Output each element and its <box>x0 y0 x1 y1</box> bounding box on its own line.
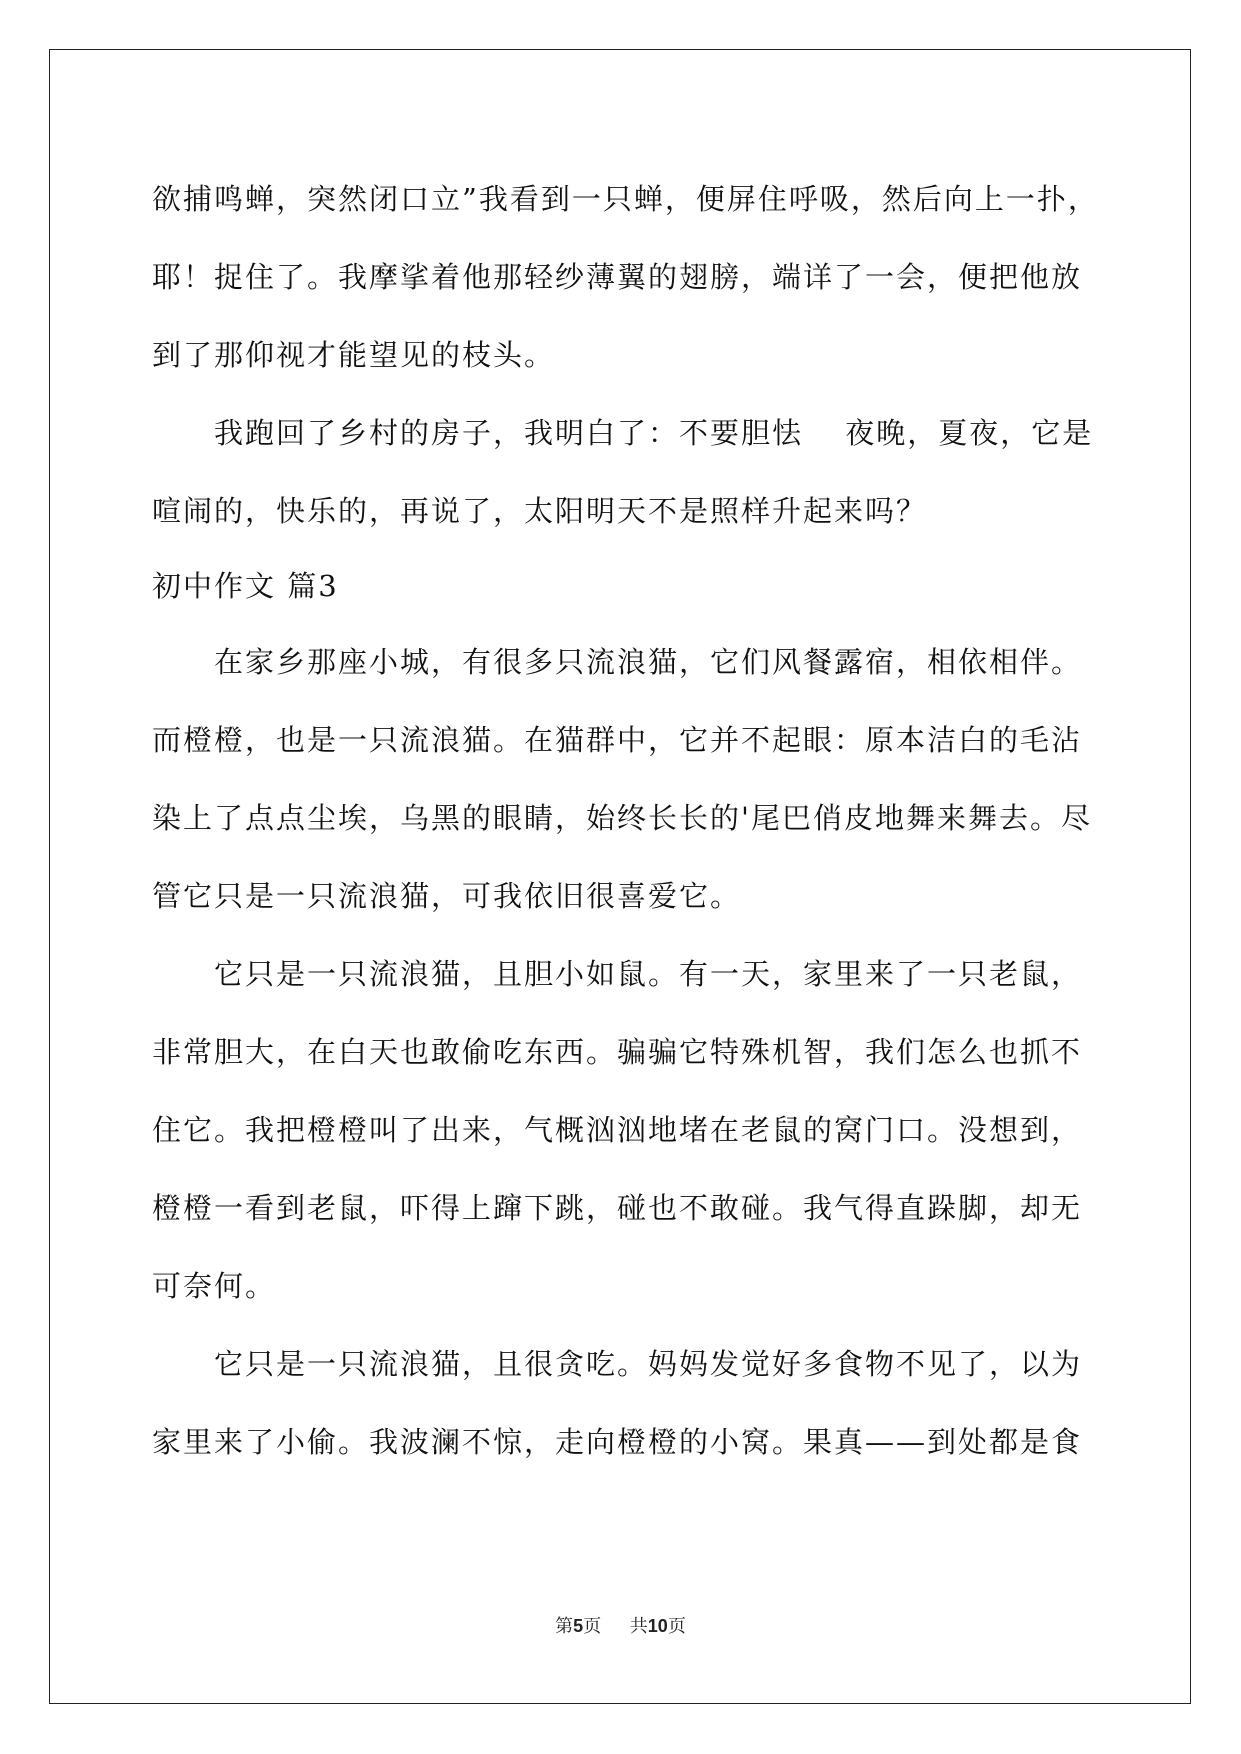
text-line: 管它只是一只流浪猫，可我依旧很喜爱它。 <box>152 879 742 913</box>
text-line: 喧闹的，快乐的，再说了，太阳明天不是照样升起来吗？ <box>152 494 928 528</box>
document-body <box>152 160 1099 1481</box>
text-line: 它只是一只流浪猫，且胆小如鼠。有一天，家里来了一只老鼠， <box>214 957 1083 991</box>
text-line: 染上了点点尘埃，乌黑的眼睛，始终长长的'尾巴俏皮地舞来舞去。尽 <box>152 801 1092 835</box>
text-line: 住它。我把橙橙叫了出来，气概汹汹地堵在老鼠的窝门口。没想到， <box>152 1113 1083 1147</box>
text-line: 它只是一只流浪猫，且很贪吃。妈妈发觉好多食物不见了，以为 <box>214 1347 1083 1381</box>
text-line: 耶！捉住了。我摩挲着他那轻纱薄翼的翅膀，端详了一会，便把他放 <box>152 260 1083 294</box>
text-line: 在家乡那座小城，有很多只流浪猫，它们风餐露宿，相依相伴。 <box>214 645 1083 679</box>
text-line: 到了那仰视才能望见的枝头。 <box>152 338 556 372</box>
page-footer <box>0 1612 1241 1638</box>
text-line: 可奈何。 <box>152 1269 277 1303</box>
page-current: 5 <box>573 1616 584 1636</box>
text-line: 橙橙一看到老鼠，吓得上蹿下跳，碰也不敢碰。我气得直跺脚，却无 <box>152 1191 1083 1225</box>
page-suffix: 页 <box>583 1616 602 1637</box>
page-total: 10 <box>647 1616 668 1636</box>
text-line: 欲捕鸣蝉，突然闭口立”我看到一只蝉，便屏住呼吸，然后向上一扑， <box>152 182 1099 216</box>
total-suffix: 页 <box>667 1616 686 1637</box>
page-prefix: 第 <box>555 1616 574 1637</box>
total-prefix: 共 <box>629 1616 648 1637</box>
text-line: 家里来了小偷。我波澜不惊，走向橙橙的小窝。果真——到处都是食 <box>152 1425 1083 1459</box>
text-line: 我跑回了乡村的房子，我明白了：不要胆怯 夜晚，夏夜，它是 <box>214 416 1094 450</box>
text-line: 非常胆大，在白天也敢偷吃东西。骗骗它特殊机智，我们怎么也抓不 <box>152 1035 1083 1069</box>
section-heading: 初中作文 篇3 <box>152 569 339 603</box>
text-line: 而橙橙，也是一只流浪猫。在猫群中，它并不起眼：原本洁白的毛沾 <box>152 723 1083 757</box>
